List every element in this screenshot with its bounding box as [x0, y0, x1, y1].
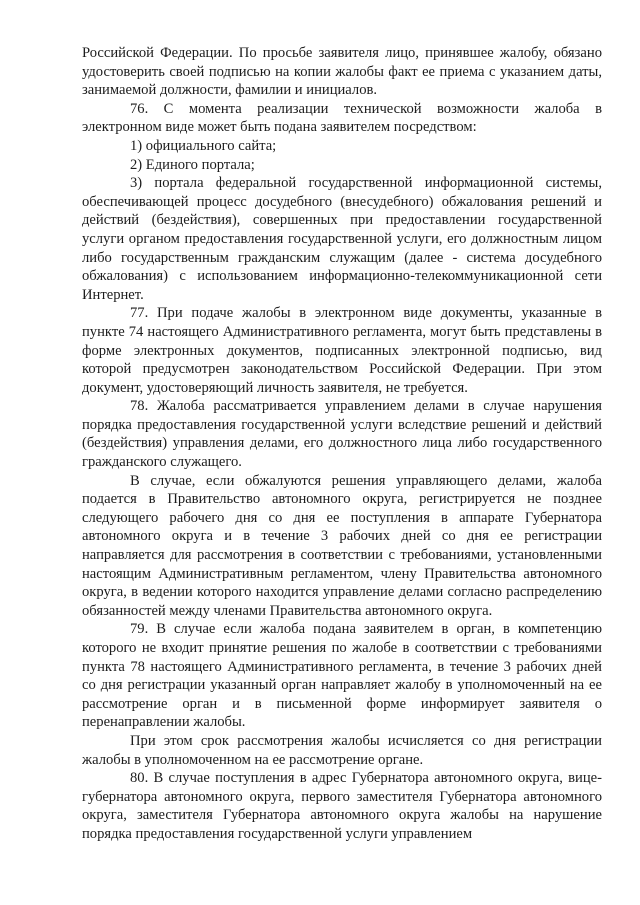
- paragraph-76: 76. С момента реализации технической возможности жалоба в электронном виде может быть подана заявителем посредством:: [82, 100, 602, 136]
- list-item-single-portal: 2) Единого портала;: [130, 156, 255, 173]
- list-item-federal-portal: 3) портала федеральной государственной информационной системы, обеспечивающей процесс досудебного (внесудебного) обжалования решений и действий (бездействия), совершенных при предоставлении государственной услуги органом предоставления государственной услуги, его должностным лицом либо государственным гражданским служащим (далее - система досудебного обжалования) с использованием информационно-телекоммуникационной сети Интернет.: [82, 175, 602, 303]
- paragraph-79: 79. В случае если жалоба подана заявителем в орган, в компетенцию которого не входит принятие решения по жалобе в соответствии с требованиями пункта 78 настоящего Административного регламента, в течение 3 рабочих дней со дня регистрации указанный орган направляет жалобу в уполномоченный на ее рассмотрение орган и в письменной форме информирует заявителя о перенаправлении жалобы.: [82, 621, 602, 731]
- paragraph-78-continued: В случае, если обжалуются решения управляющего делами, жалоба подается в Правительство автономного округа, регистрируется не позднее следующего рабочего дня со дня ее поступления в аппарате Губернатора автономного округа и в течение 3 рабочих дней со дня ее регистрации направляется для рассмотрения в соответствии с требованиями, установленными настоящим Административным регламентом, члену Правительства автономного округа, в ведении которого находится управление делами согласно распределению обязанностей между членами Правительства автономного округа.: [82, 472, 602, 619]
- paragraph-77: 77. При подаче жалобы в электронном виде документы, указанные в пункте 74 настоящего Административного регламента, могут быть представлены в форме электронных документов, подписанных электронной подписью, вид которой предусмотрен законодательством Российской Федерации. При этом документ, удостоверяющий личность заявителя, не требуется.: [82, 305, 602, 396]
- paragraph-continuation: Российской Федерации. По просьбе заявителя лицо, принявшее жалобу, обязано удостоверить своей подписью на копии жалобы факт ее приема с указанием даты, занимаемой должности, фамилии и инициалов.: [82, 45, 602, 99]
- paragraph-80: 80. В случае поступления в адрес Губернатора автономного округа, вице-губернатора автономного округа, первого заместителя Губернатора автономного округа, заместителя Губернатора автономного округа жалобы на нарушение порядка предоставления государственной услуги управлением: [82, 770, 602, 842]
- list-item-official-site: 1) официального сайта;: [130, 137, 277, 154]
- paragraph-78: 78. Жалоба рассматривается управлением делами в случае нарушения порядка предоставления государственной услуги вследствие решений и действий (бездействия) управления делами, его должностного лица либо государственного гражданского служащего.: [82, 398, 602, 471]
- paragraph-79-continued: При этом срок рассмотрения жалобы исчисляется со дня регистрации жалобы в уполномоченном на ее рассмотрение органе.: [82, 732, 602, 768]
